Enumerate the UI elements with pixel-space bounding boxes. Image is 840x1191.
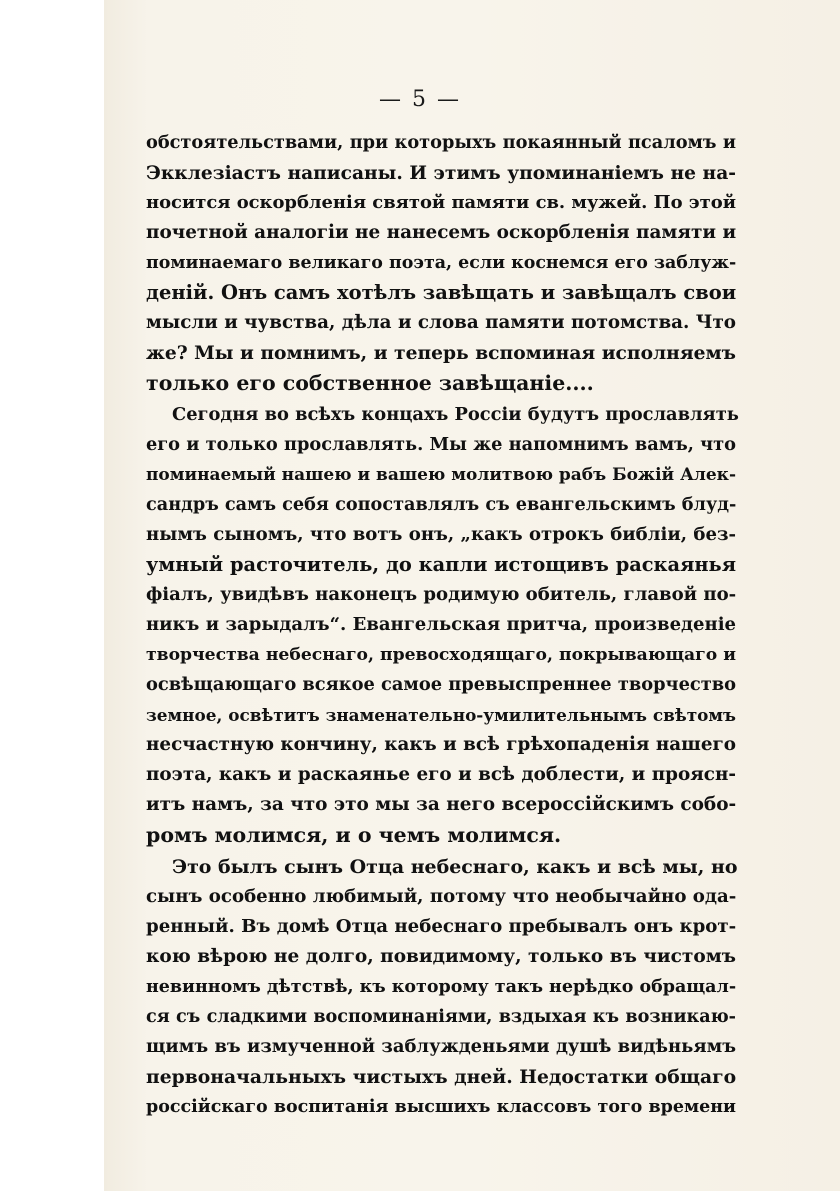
text-line: итъ намъ, за что это мы за него всероссійскимъ собо- xyxy=(146,794,737,815)
text-line: поминаемый нашею и вашею молитвою рабъ Божій Алек- xyxy=(146,465,736,485)
paragraph-2 xyxy=(146,400,739,850)
text-line: ромъ молимся, и о чемъ молимся. xyxy=(146,823,562,847)
text-line: первоначальныхъ чистыхъ дней. Недостатки общаго xyxy=(146,1066,737,1088)
paragraph-1 xyxy=(146,128,736,398)
text-line: фіалъ, увидѣвъ наконецъ родимую обитель, главой по- xyxy=(146,584,737,605)
text-line: обстоятельствами, при которыхъ покаянный псаломъ и xyxy=(146,132,736,153)
text-line: поминаемаго великаго поэта, если коснемся его заблуж- xyxy=(146,253,737,273)
text-line: ренный. Въ домѣ Отца небеснаго пребывалъ онъ крот- xyxy=(146,916,737,937)
text-line: поэта, какъ и раскаянье его и всѣ доблести, и проясн- xyxy=(146,764,736,785)
text-line: носится оскорбленія святой памяти св. мужей. По этой xyxy=(146,192,736,213)
text-line: кою вѣрою не долго, повидимому, только въ чистомъ xyxy=(146,946,736,967)
text-line: творчества небеснаго, превосходящаго, покрывающаго и xyxy=(146,645,736,665)
text-line: мысли и чувства, дѣла и слова памяти потомства. Что xyxy=(146,312,736,333)
text-line: умный расточитель, до капли истощивъ раскаянья xyxy=(146,553,736,576)
text-line: щимъ въ измученной заблужденьями душѣ видѣньямъ xyxy=(146,1036,736,1057)
text-line: освѣщающаго всякое самое превыспреннее творчество xyxy=(146,674,736,695)
text-line: сынъ особенно любимый, потому что необычайно ода- xyxy=(146,886,737,907)
body-text xyxy=(146,128,739,1122)
text-line: же? Мы и помнимъ, и теперь вспоминая исполняемъ xyxy=(146,342,736,364)
text-line: Экклезіастъ написаны. И этимъ упоминаніемъ не на- xyxy=(146,162,736,184)
text-line: Сегодня во всѣхъ концахъ Россіи будутъ прославлять xyxy=(172,404,739,425)
text-line: сандръ самъ себя сопоставлялъ съ евангельскимъ блуд- xyxy=(146,494,737,515)
text-line: россійскаго воспитанія высшихъ классовъ того времени xyxy=(146,1097,736,1117)
text-line: никъ и зарыдалъ“. Евангельская притча, произведеніе xyxy=(146,614,736,635)
text-line: ся съ сладкими воспоминаніями, вздыхая къ возникаю- xyxy=(146,1006,736,1027)
text-line: нымъ сыномъ, что вотъ онъ, „какъ отрокъ библіи, без- xyxy=(146,524,736,545)
text-line: только его собственное завѣщаніе.... xyxy=(146,371,594,395)
text-line: его и только прославлять. Мы же напомнимъ вамъ, что xyxy=(146,434,736,455)
text-line: невинномъ дѣтствѣ, къ которому такъ нерѣдко обращал- xyxy=(146,977,737,997)
text-line: несчастную кончину, какъ и всѣ грѣхопаденія нашего xyxy=(146,734,736,755)
paragraph-3 xyxy=(146,852,736,1122)
text-line: почетной аналогіи не нанесемъ оскорбленія памяти и xyxy=(146,222,737,243)
text-line: земное, освѣтитъ знаменательно-умилительнымъ свѣтомъ xyxy=(146,705,736,725)
text-line: деній. Онъ самъ хотѣлъ завѣщать и завѣщалъ свои xyxy=(146,281,737,304)
page-number: — 5 — xyxy=(379,87,461,112)
text-line: Это былъ сынъ Отца небеснаго, какъ и всѣ мы, но xyxy=(172,856,738,878)
